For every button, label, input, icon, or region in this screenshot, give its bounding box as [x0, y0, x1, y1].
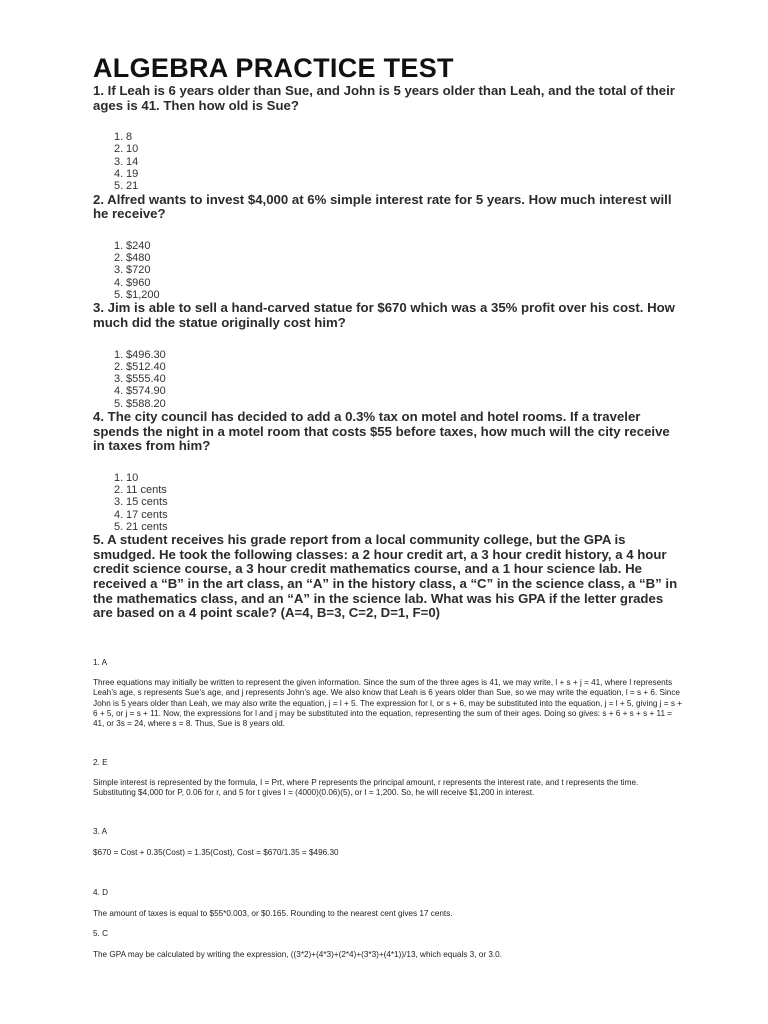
choice-number: 4.: [114, 508, 124, 521]
solution-label: 3. A: [93, 826, 108, 836]
question-5: [93, 533, 683, 621]
choice-number: 2.: [114, 360, 124, 373]
question-5-text: 5. A student receives his grade report from a local community college, but the GPA is smudged. He took the following classes: a 2 hour credit art, a 3 hour credit history, a 4 hour credit science course, a 3 hour credit mathematics course, and a 1 hour science lab. He received a “B” in the art class, an “A” in the history class, a “C” in the science class, a “B” in the mathematics class, and an “A” in the science lab. What was his GPA if the letter grades are based on a 4 point scale? (A=4, B=3, C=2, D=1, F=0): [93, 532, 678, 621]
question-4-choices: [93, 472, 683, 533]
choice-item: [93, 180, 683, 192]
choice-text: 17 cents: [126, 508, 168, 521]
choice-number: 4.: [114, 385, 124, 398]
choice-number: 2.: [114, 252, 124, 265]
choice-item: [93, 521, 683, 533]
solution-text: Three equations may initially be written to represent the given information. Since the sum of the three ages is 41, we may write, l + s + j = 41, where l represents Leah’s age, s represents Sue’s age, and j represents John’s age. We also know that Leah is 6 years older than Sue, so we may write the equation, l = s + 6. Since John is 5 years older than Leah, we may also write the equation, j = l + 5. The expression for l, or s + 6, may be substituted into the equation, j = l + 5, giving j = s + 6 + 5, or j = s + 11. Now, the expressions for l and j may be substituted into the equation, representing the sum of their ages. Doing so gives: s + 6 + s + s + 11 = 41, or 3s = 24, where s = 8. Thus, Sue is 8 years old.: [93, 677, 683, 729]
question-1-text: 1. If Leah is 6 years older than Sue, and John is 5 years older than Leah, and the total of their ages is 41. Then how old is Sue?: [93, 83, 675, 113]
choice-text: $480: [126, 252, 151, 265]
solution-label: 1. A: [93, 657, 108, 667]
choice-number: 2.: [114, 143, 124, 156]
choice-item: [93, 264, 683, 276]
solution-1: [93, 658, 683, 730]
choice-item: [93, 289, 683, 301]
choice-text: 19: [126, 168, 139, 181]
choice-item: [93, 349, 683, 361]
choice-number: 4.: [114, 168, 124, 181]
choice-number: 5.: [114, 180, 124, 193]
solution-text: $670 = Cost + 0.35(Cost) = 1.35(Cost), Cost = $670/1.35 = $496.30: [93, 847, 339, 857]
choice-item: [93, 361, 683, 373]
choice-number: 4.: [114, 276, 124, 289]
choice-item: [93, 168, 683, 180]
question-2-choices: [93, 240, 683, 301]
solution-text: The amount of taxes is equal to $55*0.003, or $0.165. Rounding to the nearest cent gives 17 cents.: [93, 909, 453, 919]
choice-text: 14: [126, 155, 139, 168]
question-3-choices: [93, 349, 683, 410]
solution-5: [93, 929, 683, 960]
choice-number: 1.: [114, 471, 124, 484]
choice-text: 10: [126, 143, 139, 156]
choice-item: [93, 398, 683, 410]
question-1-choices: [93, 131, 683, 192]
choice-text: 11 cents: [126, 484, 167, 497]
choice-text: 15 cents: [126, 496, 168, 509]
choice-item: [93, 277, 683, 289]
question-3-text: 3. Jim is able to sell a hand-carved statue for $670 which was a 35% profit over his cost. How much did the statue originally cost him?: [93, 300, 675, 330]
solutions-section: [93, 658, 683, 960]
choice-text: $512.40: [126, 360, 166, 373]
choice-item: [93, 131, 683, 143]
solution-text: Simple interest is represented by the formula, I = Prt, where P represents the principal amount, r represents the interest rate, and t represents the time. Substituting $4,000 for P, 0.06 for r, and 5 for t gives I = (4000)(0.06)(5), or I = 1,200. So, he will receive $1,200 in interest.: [93, 777, 639, 798]
choice-text: 21: [126, 180, 139, 193]
choice-text: $555.40: [126, 373, 166, 386]
solution-text: The GPA may be calculated by writing the expression, ((3*2)+(4*3)+(2*4)+(3*3)+(4*1))/13, which equals 3, or 3.0.: [93, 949, 502, 959]
choice-text: $496.30: [126, 348, 166, 361]
choice-number: 2.: [114, 484, 124, 497]
choice-text: 10: [126, 471, 139, 484]
solution-label: 5. C: [93, 928, 109, 938]
question-3: [93, 301, 683, 410]
choice-item: [93, 385, 683, 397]
choice-number: 3.: [114, 155, 124, 168]
solution-label: 2. E: [93, 757, 108, 767]
test-page: [93, 52, 683, 960]
question-2-text: 2. Alfred wants to invest $4,000 at 6% simple interest rate for 5 years. How much interest will he receive?: [93, 191, 672, 222]
choice-number: 1.: [114, 348, 124, 361]
choice-number: 5.: [114, 289, 124, 302]
choice-text: $1,200: [126, 289, 160, 302]
choice-text: 21 cents: [126, 520, 168, 533]
choice-text: $588.20: [126, 397, 166, 410]
question-4-text: 4. The city council has decided to add a 0.3% tax on motel and hotel rooms. If a traveler spends the night in a motel room that costs $55 before taxes, how much will the city receive in taxes from him?: [93, 409, 670, 454]
page-title: ALGEBRA PRACTICE TEST: [93, 53, 454, 83]
choice-number: 5.: [114, 397, 124, 410]
choice-text: 8: [126, 131, 133, 144]
choice-text: $720: [126, 264, 151, 277]
solution-3: [93, 827, 683, 858]
choice-text: $574.90: [126, 385, 166, 398]
choice-item: [93, 143, 683, 155]
choice-item: [93, 156, 683, 168]
choice-number: 3.: [114, 496, 124, 509]
question-1: [93, 84, 683, 193]
solution-2: [93, 758, 683, 799]
solution-4: [93, 888, 683, 919]
choice-number: 1.: [114, 239, 124, 252]
choice-item: [93, 240, 683, 252]
choice-item: [93, 509, 683, 521]
choice-number: 1.: [114, 131, 124, 144]
choice-number: 3.: [114, 373, 124, 386]
solution-label: 4. D: [93, 888, 109, 898]
choice-text: $240: [126, 239, 151, 252]
choice-item: [93, 496, 683, 508]
question-2: [93, 193, 683, 302]
choice-number: 5.: [114, 520, 124, 533]
choice-item: [93, 373, 683, 385]
choice-text: $960: [126, 276, 151, 289]
choice-item: [93, 484, 683, 496]
choice-item: [93, 472, 683, 484]
choice-item: [93, 252, 683, 264]
choice-number: 3.: [114, 264, 124, 277]
question-4: [93, 410, 683, 533]
